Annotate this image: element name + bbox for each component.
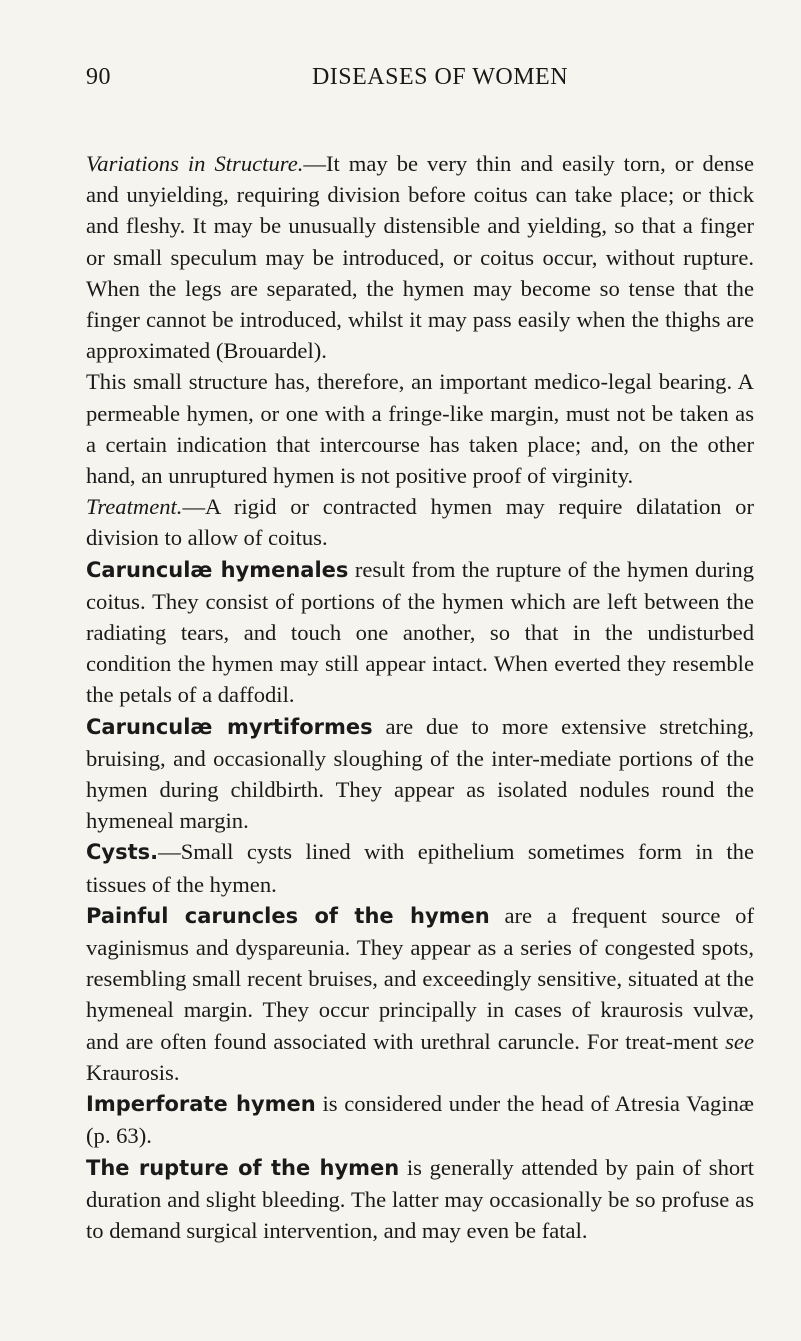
text-painful-caruncles-2: Kraurosis. <box>86 1059 180 1085</box>
text-rupture: is generally attended by pain of short duration and slight bleeding. The latter may occasionally be so profuse as to demand surgical intervention, and may even be fatal. <box>86 1154 754 1243</box>
see-reference: see <box>725 1028 754 1054</box>
heading-rupture: The rupture of the hymen <box>86 1155 400 1180</box>
text-painful-caruncles-1: are a frequent source of vaginismus and dyspareunia. They appear as a series of congested spots, resembling small recent bruises, and exceedingly sensitive, situated at the hymeneal margin. They occur principally in cases of kraurosis vulvæ, and are often found associated with urethral caruncle. For treat-ment <box>86 902 754 1054</box>
heading-cysts: Cysts. <box>86 840 159 865</box>
heading-carunculae-hymenales: Carunculæ hymenales <box>86 557 349 582</box>
paragraph-medicolegal <box>86 366 754 491</box>
text-variations: —It may be very thin and easily torn, or dense and unyielding, requiring division before coitus can take place; or thick and fleshy. It may be unusually distensible and yielding, so that a finger or small speculum may be introduced, or coitus occur, without rupture. When the legs are separated, the hymen may become so tense that the finger cannot be introduced, whilst it may pass easily when the thighs are approximated (Brouardel). <box>86 151 754 364</box>
paragraph-treatment <box>86 491 754 553</box>
heading-painful-caruncles: Painful caruncles of the hymen <box>86 903 490 928</box>
text-imperforate: is considered under the head of Atresia Vaginæ (p. 63). <box>86 1091 754 1149</box>
text-cysts: —Small cysts lined with epithelium sometimes form in the tissues of the hymen. <box>86 839 754 897</box>
page-number: 90 <box>86 64 111 90</box>
heading-treatment: Treatment. <box>86 494 183 520</box>
paragraph-imperforate <box>86 1088 754 1151</box>
text-treatment: —A rigid or contracted hymen may require dilatation or division to allow of coitus. <box>86 494 754 551</box>
running-head <box>86 52 754 92</box>
running-title: DISEASES OF WOMEN <box>311 64 569 90</box>
paragraph-variations <box>86 148 754 366</box>
paragraph-carunculae-myrtiformes <box>86 711 754 837</box>
body-text <box>86 148 754 1246</box>
paragraph-carunculae-hymenales <box>86 554 754 711</box>
paragraph-rupture <box>86 1152 754 1247</box>
paragraph-cysts <box>86 836 754 899</box>
paragraph-painful-caruncles <box>86 900 754 1088</box>
heading-variations: Variations in Structure. <box>86 151 304 176</box>
text-medicolegal: This small structure has, therefore, an important medico-legal bearing. A permeable hymen, or one with a fringe-like margin, must not be taken as a certain indication that intercourse has taken place; and, on the other hand, an unruptured hymen is not positive proof of virginity. <box>86 369 754 489</box>
heading-imperforate: Imperforate hymen <box>86 1092 316 1117</box>
heading-carunculae-myrtiformes: Carunculæ myrtiformes <box>86 714 373 739</box>
text-carunculae-hymenales: result from the rupture of the hymen during coitus. They consist of portions of the hymen which are left between the radiating tears, and touch one another, so that in the undisturbed condition the hymen may still appear intact. When everted they resemble the petals of a daffodil. <box>86 556 755 708</box>
book-page <box>86 52 754 1246</box>
text-carunculae-myrtiformes: are due to more extensive stretching, bruising, and occasionally sloughing of the inter-mediate portions of the hymen during childbirth. They appear as isolated nodules round the hymeneal margin. <box>86 713 755 834</box>
